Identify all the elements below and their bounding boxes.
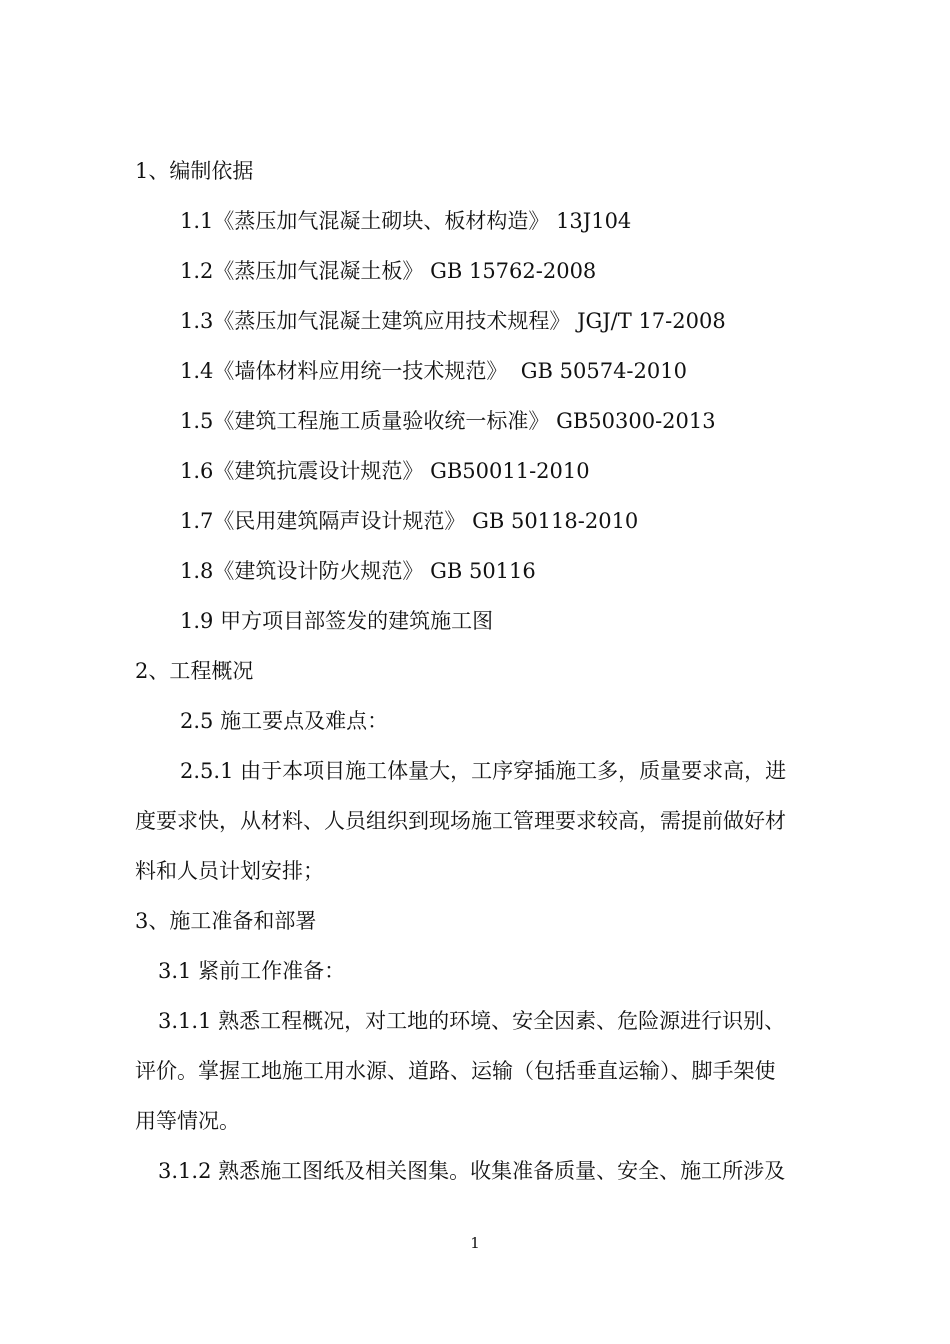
reference-item: 1.7《民用建筑隔声设计规范》 GB 50118-2010	[180, 509, 639, 533]
subsection-heading: 3.1 紧前工作准备：	[158, 959, 346, 983]
subsection-heading: 2.5 施工要点及难点：	[180, 709, 389, 733]
reference-item: 1.4《墙体材料应用统一技术规范》 GB 50574-2010	[180, 359, 687, 383]
reference-item: 1.8《建筑设计防火规范》 GB 50116	[180, 559, 536, 583]
paragraph-line: 2.5.1 由于本项目施工体量大，工序穿插施工多，质量要求高，进	[180, 759, 787, 783]
section-heading-3: 3、施工准备和部署	[135, 909, 317, 933]
reference-item: 1.6《建筑抗震设计规范》 GB50011-2010	[180, 459, 590, 483]
paragraph-line: 3.1.1 熟悉工程概况，对工地的环境、安全因素、危险源进行识别、	[158, 1009, 786, 1033]
paragraph-line: 3.1.2 熟悉施工图纸及相关图集。收集准备质量、安全、施工所涉及	[158, 1159, 786, 1183]
reference-item: 1.1《蒸压加气混凝土砌块、板材构造》 13J104	[180, 209, 632, 233]
reference-item: 1.5《建筑工程施工质量验收统一标准》 GB50300-2013	[180, 409, 716, 433]
reference-item: 1.3《蒸压加气混凝土建筑应用技术规程》 JGJ/T 17-2008	[180, 309, 726, 333]
reference-item: 1.9 甲方项目部签发的建筑施工图	[180, 609, 494, 633]
reference-item: 1.2《蒸压加气混凝土板》 GB 15762-2008	[180, 259, 597, 283]
section-heading-2: 2、工程概况	[135, 659, 254, 683]
paragraph-line: 度要求快，从材料、人员组织到现场施工管理要求较高，需提前做好材	[135, 809, 786, 833]
section-heading-1: 1、编制依据	[135, 159, 254, 183]
paragraph-line: 料和人员计划安排；	[135, 859, 324, 883]
paragraph-line: 用等情况。	[135, 1109, 240, 1133]
paragraph-line: 评价。掌握工地施工用水源、道路、运输（包括垂直运输）、脚手架使	[135, 1059, 776, 1083]
page-number: 1	[470, 1234, 480, 1252]
